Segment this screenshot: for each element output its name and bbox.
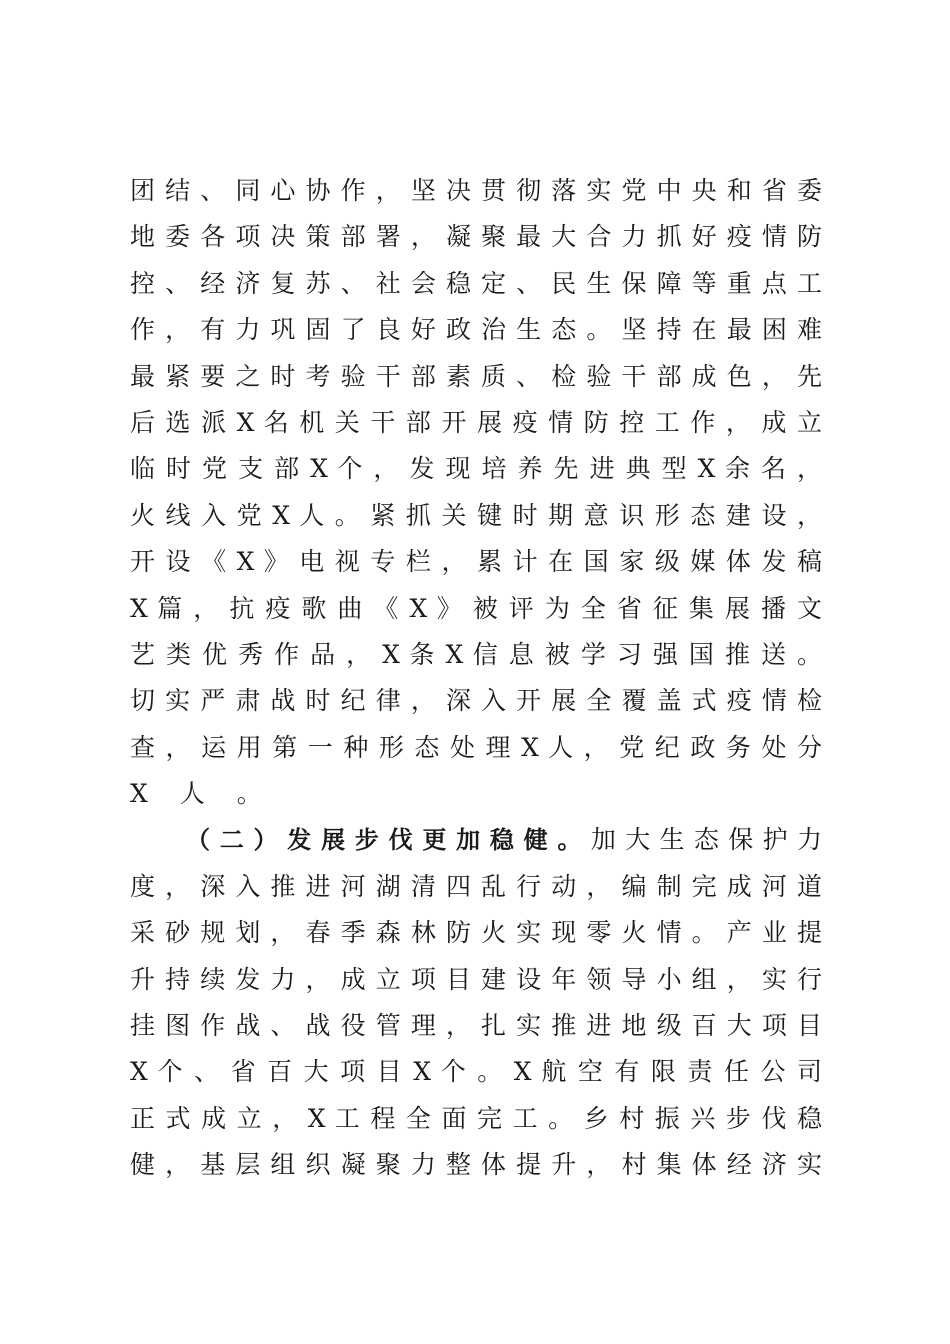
section-heading-line — [130, 817, 822, 863]
text-line: 团 结 、 同 心 协 作 ， 坚 决 贯 彻 落 实 党 中 央 和 省 委 — [130, 176, 822, 205]
section-heading: （ 二 ） 发 展 步 伐 更 加 稳 健 。 — [186, 826, 583, 855]
text-line: 火 线 入 党 X 人 。 紧 抓 关 键 时 期 意 识 形 态 建 设 ， — [130, 500, 822, 530]
text-line: X 篇 ， 抗 疫 歌 曲 《 X 》 被 评 为 全 省 征 集 展 播 文 — [130, 593, 822, 623]
body-text — [130, 168, 822, 1189]
text-line: 临 时 党 支 部 X 个 ， 发 现 培 养 先 进 典 型 X 余 名 ， — [130, 454, 822, 484]
text-line: 作 ， 有 力 巩 固 了 良 好 政 治 生 态 。 坚 持 在 最 困 难 — [130, 315, 822, 345]
text-line: 查 ， 运 用 第 一 种 形 态 处 理 X 人 ， 党 纪 政 务 处 分 — [130, 732, 822, 762]
text-line: 度 ， 深 入 推 进 河 湖 清 四 乱 行 动 ， 编 制 完 成 河 道 — [130, 871, 822, 901]
text-line: 地 委 各 项 决 策 部 署 ， 凝 聚 最 大 合 力 抓 好 疫 情 防 — [130, 222, 822, 252]
text-line: 开 设 《 X 》 电 视 专 栏 ， 累 计 在 国 家 级 媒 体 发 稿 — [130, 547, 822, 577]
text-line: 后 选 派 X 名 机 关 干 部 开 展 疫 情 防 控 工 作 ， 成 立 — [130, 407, 822, 437]
text-line: 最 紧 要 之 时 考 验 干 部 素 质 、 检 验 干 部 成 色 ， 先 — [130, 361, 822, 391]
text-line: 升 持 续 发 力 ， 成 立 项 目 建 设 年 领 导 小 组 ， 实 行 — [130, 964, 822, 994]
text-line: 切 实 严 肃 战 时 纪 律 ， 深 入 开 展 全 覆 盖 式 疫 情 检 — [130, 686, 822, 716]
text-line: 健 ， 基 层 组 织 凝 聚 力 整 体 提 升 ， 村 集 体 经 济 实 — [130, 1150, 822, 1180]
text-run: 加 大 生 态 保 护 力 — [590, 825, 822, 855]
text-line: 艺 类 优 秀 作 品 ， X 条 X 信 息 被 学 习 强 国 推 送 。 — [130, 639, 822, 669]
text-line: X 人 。 — [130, 779, 274, 809]
text-line: 采 砂 规 划 ， 春 季 森 林 防 火 实 现 零 火 情 。 产 业 提 — [130, 918, 822, 948]
text-line: 挂 图 作 战 、 战 役 管 理 ， 扎 实 推 进 地 级 百 大 项 目 — [130, 1011, 822, 1041]
text-line: 正 式 成 立 ， X 工 程 全 面 完 工 。 乡 村 振 兴 步 伐 稳 — [130, 1103, 822, 1133]
text-line: X 个 、 省 百 大 项 目 X 个 。 X 航 空 有 限 责 任 公 司 — [130, 1057, 822, 1087]
text-line: 控 、 经 济 复 苏 、 社 会 稳 定 、 民 生 保 障 等 重 点 工 — [130, 268, 822, 298]
